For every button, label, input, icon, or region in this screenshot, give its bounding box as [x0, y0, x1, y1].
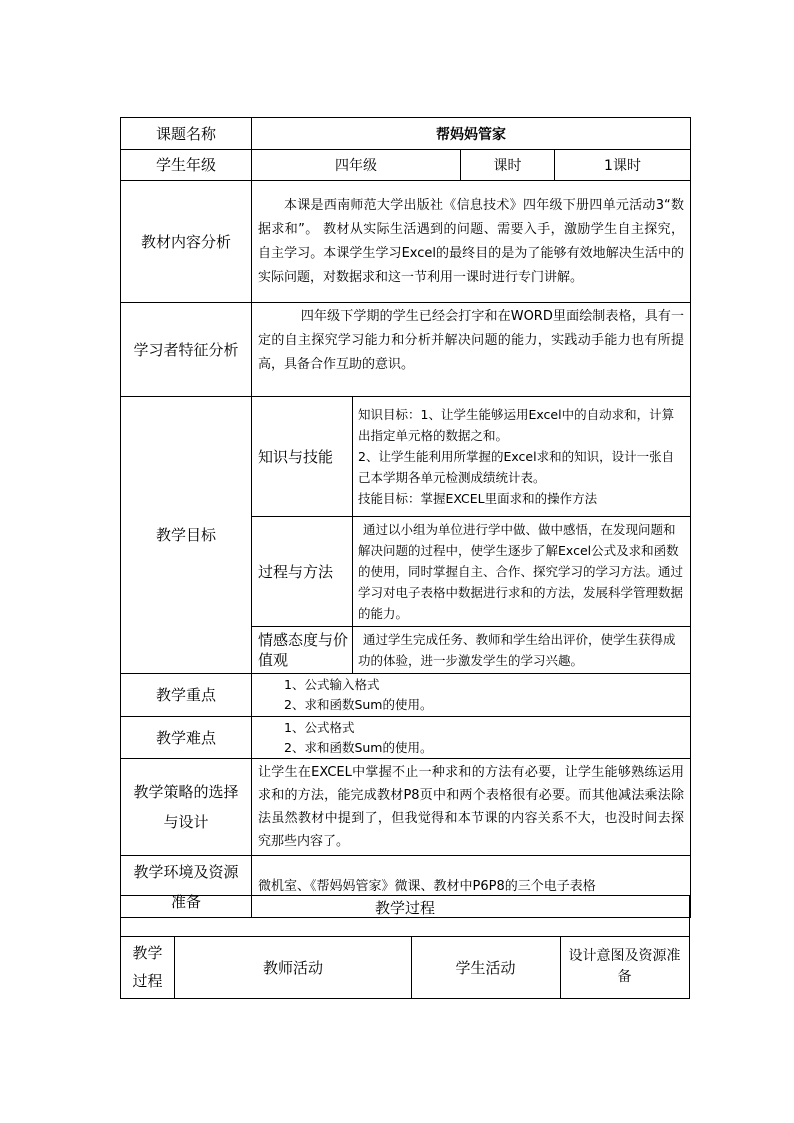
process-col-stage: 教学过程: [121, 936, 175, 998]
process-col-student: 学生活动: [411, 936, 561, 998]
process-col-teacher: 教师活动: [175, 936, 412, 998]
process-method-label: 过程与方法: [252, 517, 353, 627]
material-text: 本课是西南师范大学出版社《信息技术》四年级下册四单元活动3“数据求和”。 教材从实际生活遇到的问题、需要入手，激励学生自主探究，自主学习。本课学生学习Excel的最终目的是为了能够有效地解决生活中的实际问题，对数据求和这一节利用一课时进行专门讲解。: [252, 181, 691, 303]
knowledge-label: 知识与技能: [252, 397, 353, 517]
key-point-item: 2、求和函数Sum的使用。: [284, 697, 433, 712]
difficulty-item: 2、求和函数Sum的使用。: [284, 739, 433, 755]
key-points-list: [252, 674, 691, 717]
learner-row: [121, 303, 691, 397]
knowledge-line-1: 知识目标：1、让学生能够运用Excel中的自动求和，计算出指定单元格的数据之和。: [358, 407, 675, 443]
key-points-row: [121, 674, 691, 717]
environment-text: 微机室、《帮妈妈管家》微课、教材中P6P8的三个电子表格: [252, 856, 691, 918]
knowledge-line-2: 2、让学生能利用所掌握的Excel求和的知识，设计一张自己本学期各单元检测成绩统计表。: [358, 449, 675, 485]
strategy-row: [121, 759, 691, 856]
grade-row: [121, 150, 691, 181]
attitude-label: 情感态度与价值观: [252, 627, 353, 674]
teaching-process-table: [120, 895, 690, 999]
topic-value: 帮妈妈管家: [252, 118, 691, 150]
topic-row: [121, 118, 691, 150]
teaching-process-header-row: [121, 936, 689, 998]
material-label: 教材内容分析: [121, 181, 252, 303]
grade-value: 四年级: [252, 150, 461, 181]
knowledge-text: [353, 397, 691, 517]
material-row: [121, 181, 691, 303]
hours-value: 1课时: [555, 150, 691, 181]
environment-label: 教学环境及资源准备: [121, 856, 252, 918]
process-col-design: 设计意图及资源准备: [568, 948, 681, 985]
process-method-text: 通过以小组为单位进行学中做、做中感悟，在发现问题和解决问题的过程中，使学生逐步了解Excel公式及求和函数的使用，同时掌握自主、合作、探究学习的学习方法。通过学习对电子表格中数据进行求和的方法，发展科学管理数据的能力。: [353, 517, 691, 627]
teaching-process-title: 教学过程: [121, 896, 689, 937]
strategy-text: 让学生在EXCEL中掌握不止一种求和的方法有必要，让学生能够熟练运用求和的方法，能完成教材P8页中和两个表格很有必要。而其他减法乘法除法虽然教材中提到了，但我觉得和本节课的内容关系不大，也没时间去探究那些内容了。: [252, 759, 691, 856]
difficulty-item: 1、公式格式: [284, 719, 355, 735]
difficulties-list: [252, 717, 691, 759]
goals-label: 教学目标: [121, 397, 252, 674]
key-points-label: 教学重点: [121, 674, 252, 717]
hours-label: 课时: [461, 150, 555, 181]
learner-label: 学习者特征分析: [121, 303, 252, 397]
lesson-plan-table: [120, 117, 691, 918]
knowledge-line-3: 技能目标：掌握EXCEL里面求和的操作方法: [358, 491, 598, 506]
learner-text: 四年级下学期的学生已经会打字和在WORD里面绘制表格，具有一定的自主探究学习能力和分析并解决问题的能力，实践动手能力也有所提高，具备合作互助的意识。: [252, 303, 691, 397]
topic-label: 课题名称: [121, 118, 252, 150]
key-point-item: 1、公式输入格式: [284, 677, 380, 692]
strategy-label: 教学策略的选择与设计: [121, 759, 252, 856]
attitude-text: 通过学生完成任务、教师和学生给出评价，使学生获得成功的体验，进一步激发学生的学习兴趣。: [353, 627, 691, 674]
goal-knowledge-row: [121, 397, 691, 517]
grade-label: 学生年级: [121, 150, 252, 181]
difficulties-row: [121, 717, 691, 759]
difficulties-label: 教学难点: [121, 717, 252, 759]
